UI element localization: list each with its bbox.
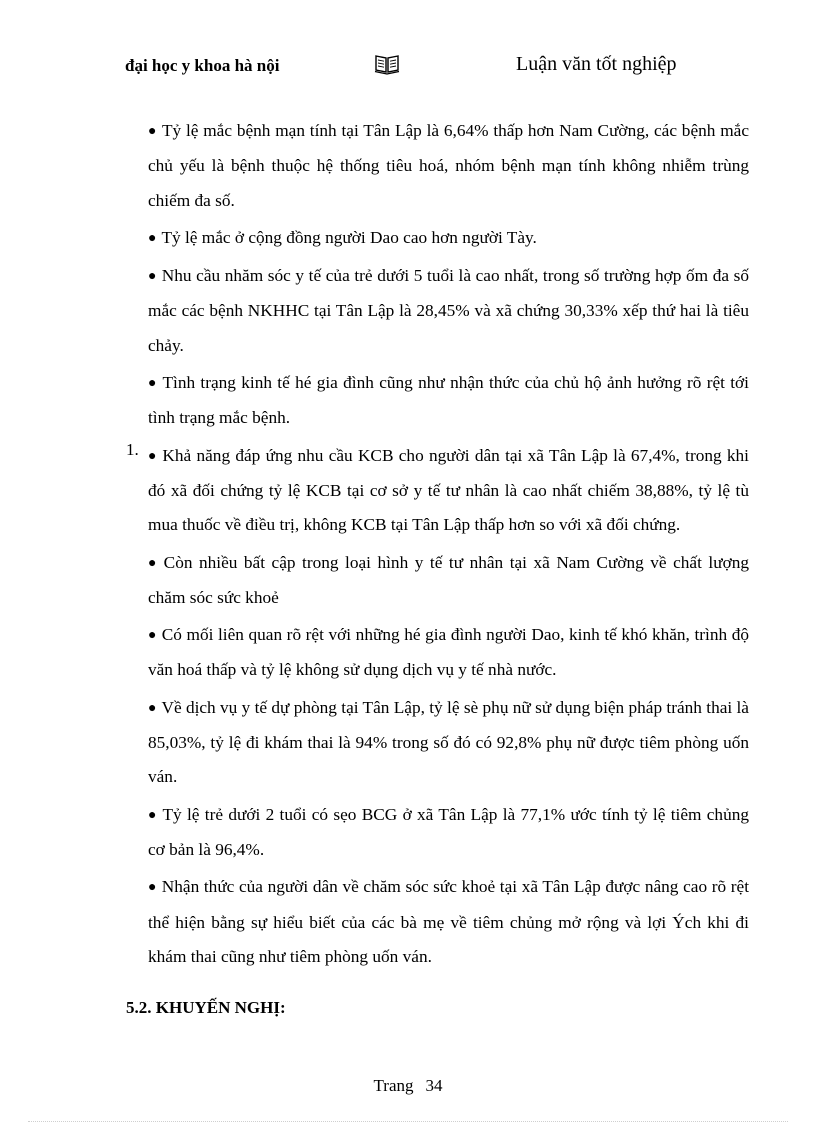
paragraph-text: Có mối liên quan rõ rệt với những hé gia đình người Dao, kinh tế khó khăn, trình độ văn hoá thấp và tỷ lệ không sử dụng dịch vụ y tế nhà nước. [148, 625, 749, 680]
bullet-paragraph [148, 366, 749, 436]
document-body [148, 114, 749, 977]
paragraph-text: Tỷ lệ mắc bệnh mạn tính tại Tân Lập là 6,64% thấp hơn Nam Cường, các bệnh mắc chủ yếu là bệnh thuộc hệ thống tiêu hoá, nhóm bệnh mạn tính không nhiễm trùng chiếm đa số. [148, 121, 749, 210]
bullet-paragraph [148, 798, 749, 868]
paragraph-text: Khả năng đáp ứng nhu cầu KCB cho người dân tại xã Tân Lập là 67,4%, trong khi đó xã đối chứng tỷ lệ KCB tại cơ sở y tế tư nhân là cao nhất chiếm 38,88%, tỷ lệ tù mua thuốc về điều trị, không KCB tại Tân Lập thấp hơn so với xã đối chứng. [148, 445, 749, 535]
bullet-icon: ● [148, 124, 157, 139]
footer-divider [28, 1121, 788, 1122]
bullet-icon: ● [148, 628, 157, 644]
bullet-paragraph [148, 691, 749, 795]
header-institution: đại học y khoa hà nội [125, 56, 280, 75]
paragraph-text: Tỷ lệ mắc ở cộng đồng người Dao cao hơn người Tày. [161, 227, 537, 247]
bullet-icon: ● [148, 700, 157, 716]
paragraph-text: Tỷ lệ trẻ dưới 2 tuổi có sẹo BCG ở xã Tân Lập là 77,1% ước tính tỷ lệ tiêm chủng cơ bản là 96,4%. [148, 804, 749, 859]
bullet-paragraph [148, 870, 749, 974]
bullet-icon: ● [148, 269, 157, 285]
open-book-icon [374, 53, 400, 75]
paragraph-text: Về dịch vụ y tế dự phòng tại Tân Lập, tỷ lệ sè phụ nữ sử dụng biện pháp tránh thai là 85,03%, tỷ lệ đi khám thai là 94% trong số đó có 92,8% phụ nữ được tiêm phòng uốn ván. [148, 697, 749, 787]
bullet-icon: ● [148, 230, 157, 246]
paragraph-text: Nhu cầu nhăm sóc y tế của trẻ dưới 5 tuổi là cao nhất, trong số trường hợp ốm đa số mắc các bệnh NKHHC tại Tân Lập là 28,45% và xã chứng 30,33% xếp thứ hai là tiêu chảy. [148, 266, 749, 355]
bullet-icon: ● [148, 555, 159, 571]
bullet-paragraph [148, 439, 749, 543]
bullet-icon: ● [148, 448, 158, 464]
bullet-paragraph [148, 259, 749, 363]
page-header [0, 52, 816, 82]
footer-label: Trang [373, 1076, 414, 1095]
bullet-icon: ● [148, 880, 157, 896]
page-footer [0, 1076, 816, 1096]
paragraph-text: Tình trạng kinh tế hé gia đình cũng như nhận thức của chủ hộ ảnh hưởng rõ rệt tới tình trạng mắc bệnh. [148, 373, 749, 428]
bullet-paragraph [148, 114, 749, 218]
page-number: 34 [425, 1076, 443, 1095]
paragraph-text: Nhận thức của người dân về chăm sóc sức khoẻ tại xã Tân Lập được nâng cao rõ rệt thể hiện bằng sự hiểu biết của các bà mẹ về tiêm chủng mở rộng và lợi Ých khi đi khám thai cũng như tiêm phòng uốn ván. [148, 877, 749, 966]
section-heading: 5.2. KHUYẾN NGHỊ: [126, 998, 286, 1017]
list-number: 1. [126, 440, 139, 459]
bullet-icon: ● [148, 807, 158, 823]
bullet-paragraph [148, 618, 749, 688]
bullet-paragraph [148, 546, 749, 616]
paragraph-text: Còn nhiều bất cập trong loại hình y tế tư nhân tại xã Nam Cường về chất lượng chăm sóc sức khoẻ [148, 552, 749, 607]
header-title: Luận văn tốt nghiệp [516, 53, 677, 75]
bullet-paragraph [148, 221, 749, 256]
bullet-icon: ● [148, 376, 158, 392]
